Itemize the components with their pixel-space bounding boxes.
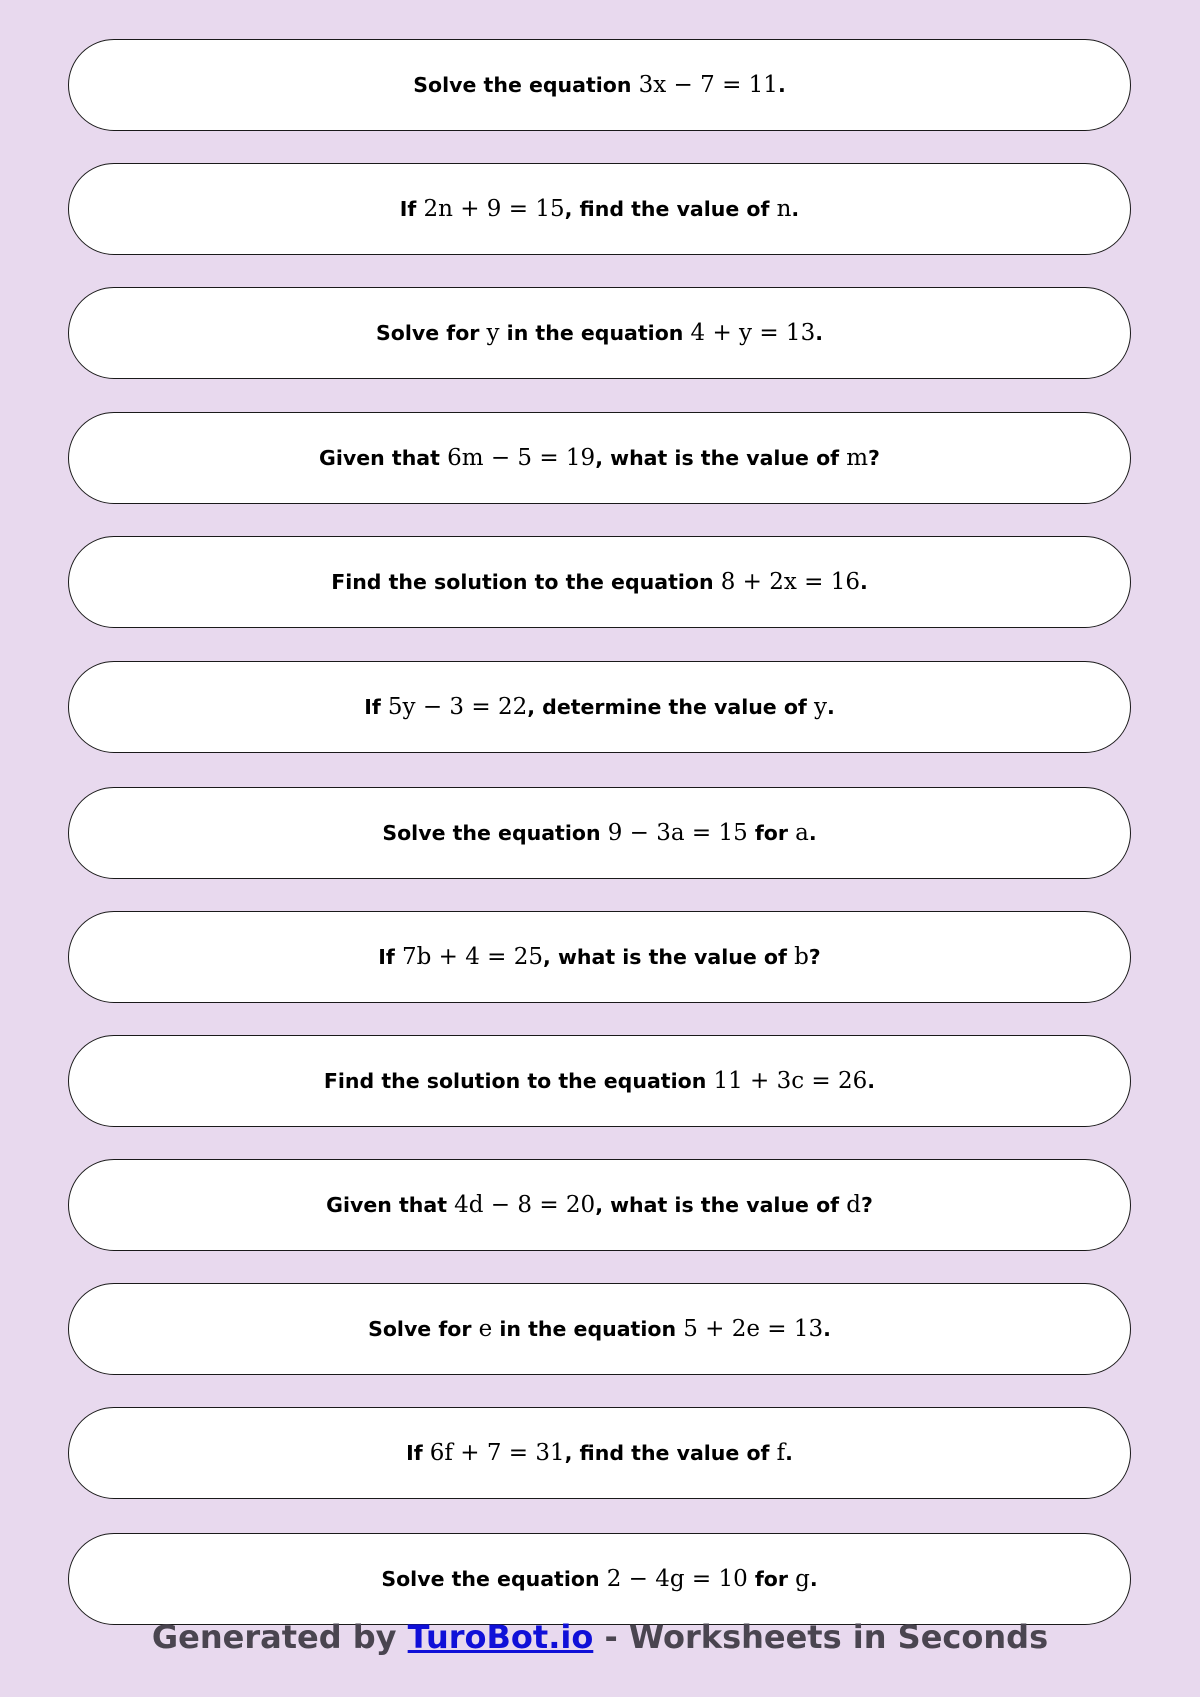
- question-text-9: Find the solution to the equation 11 + 3c = 26.: [323, 1068, 876, 1094]
- math-expression: 4d − 8 = 20: [454, 1192, 596, 1218]
- question-card-13: [68, 1533, 1131, 1625]
- question-card-4: [68, 412, 1131, 504]
- question-text-6: If 5y − 3 = 22, determine the value of y.: [364, 694, 835, 720]
- math-expression: 8 + 2x = 16: [720, 569, 861, 595]
- question-text-10: Given that 4d − 8 = 20, what is the value of d?: [326, 1192, 873, 1218]
- question-text-2: If 2n + 9 = 15, find the value of n.: [399, 196, 800, 222]
- question-card-10: [68, 1159, 1131, 1251]
- question-card-2: [68, 163, 1131, 255]
- math-expression: 7b + 4 = 25: [401, 944, 544, 970]
- question-card-11: [68, 1283, 1131, 1375]
- math-expression: 5y − 3 = 22: [387, 694, 528, 720]
- question-text-1: Solve the equation 3x − 7 = 11.: [413, 72, 786, 98]
- math-variable: y: [814, 694, 827, 720]
- question-text-5: Find the solution to the equation 8 + 2x = 16.: [331, 569, 868, 595]
- math-expression: 2 − 4g = 10: [606, 1566, 748, 1592]
- math-expression: 4 + y = 13: [690, 320, 816, 346]
- question-card-6: [68, 661, 1131, 753]
- question-text-13: Solve the equation 2 − 4g = 10 for g.: [381, 1566, 818, 1592]
- question-text-3: Solve for y in the equation 4 + y = 13.: [376, 320, 823, 346]
- question-card-1: [68, 39, 1131, 131]
- math-expression: 6f + 7 = 31: [429, 1440, 565, 1466]
- math-variable: d: [846, 1192, 861, 1218]
- math-variable: g: [795, 1566, 810, 1592]
- question-card-3: [68, 287, 1131, 379]
- math-expression: 2n + 9 = 15: [423, 196, 565, 222]
- footer-credit: [0, 1618, 1200, 1656]
- math-variable: n: [776, 196, 792, 222]
- math-variable: y: [486, 320, 500, 346]
- question-text-11: Solve for e in the equation 5 + 2e = 13.: [368, 1316, 831, 1342]
- question-card-9: [68, 1035, 1131, 1127]
- question-card-7: [68, 787, 1131, 879]
- math-expression: 11 + 3c = 26: [713, 1068, 868, 1094]
- question-text-12: If 6f + 7 = 31, find the value of f.: [406, 1440, 793, 1466]
- math-variable: a: [795, 820, 809, 846]
- math-variable: b: [794, 944, 809, 970]
- turobot-link[interactable]: TuroBot.io: [407, 1618, 594, 1656]
- math-expression: 9 − 3a = 15: [607, 820, 748, 846]
- question-text-4: Given that 6m − 5 = 19, what is the value of m?: [319, 445, 880, 471]
- math-expression: 5 + 2e = 13: [683, 1316, 824, 1342]
- math-variable: e: [478, 1316, 493, 1342]
- question-card-8: [68, 911, 1131, 1003]
- math-variable: m: [846, 445, 869, 471]
- math-variable: f: [776, 1440, 786, 1466]
- question-text-8: If 7b + 4 = 25, what is the value of b?: [378, 944, 821, 970]
- question-card-5: [68, 536, 1131, 628]
- question-card-12: [68, 1407, 1131, 1499]
- math-expression: 3x − 7 = 11: [638, 72, 778, 98]
- math-expression: 6m − 5 = 19: [447, 445, 596, 471]
- footer-suffix: - Worksheets in Seconds: [593, 1618, 1049, 1656]
- footer-prefix: Generated by: [151, 1618, 408, 1656]
- question-text-7: Solve the equation 9 − 3a = 15 for a.: [382, 820, 817, 846]
